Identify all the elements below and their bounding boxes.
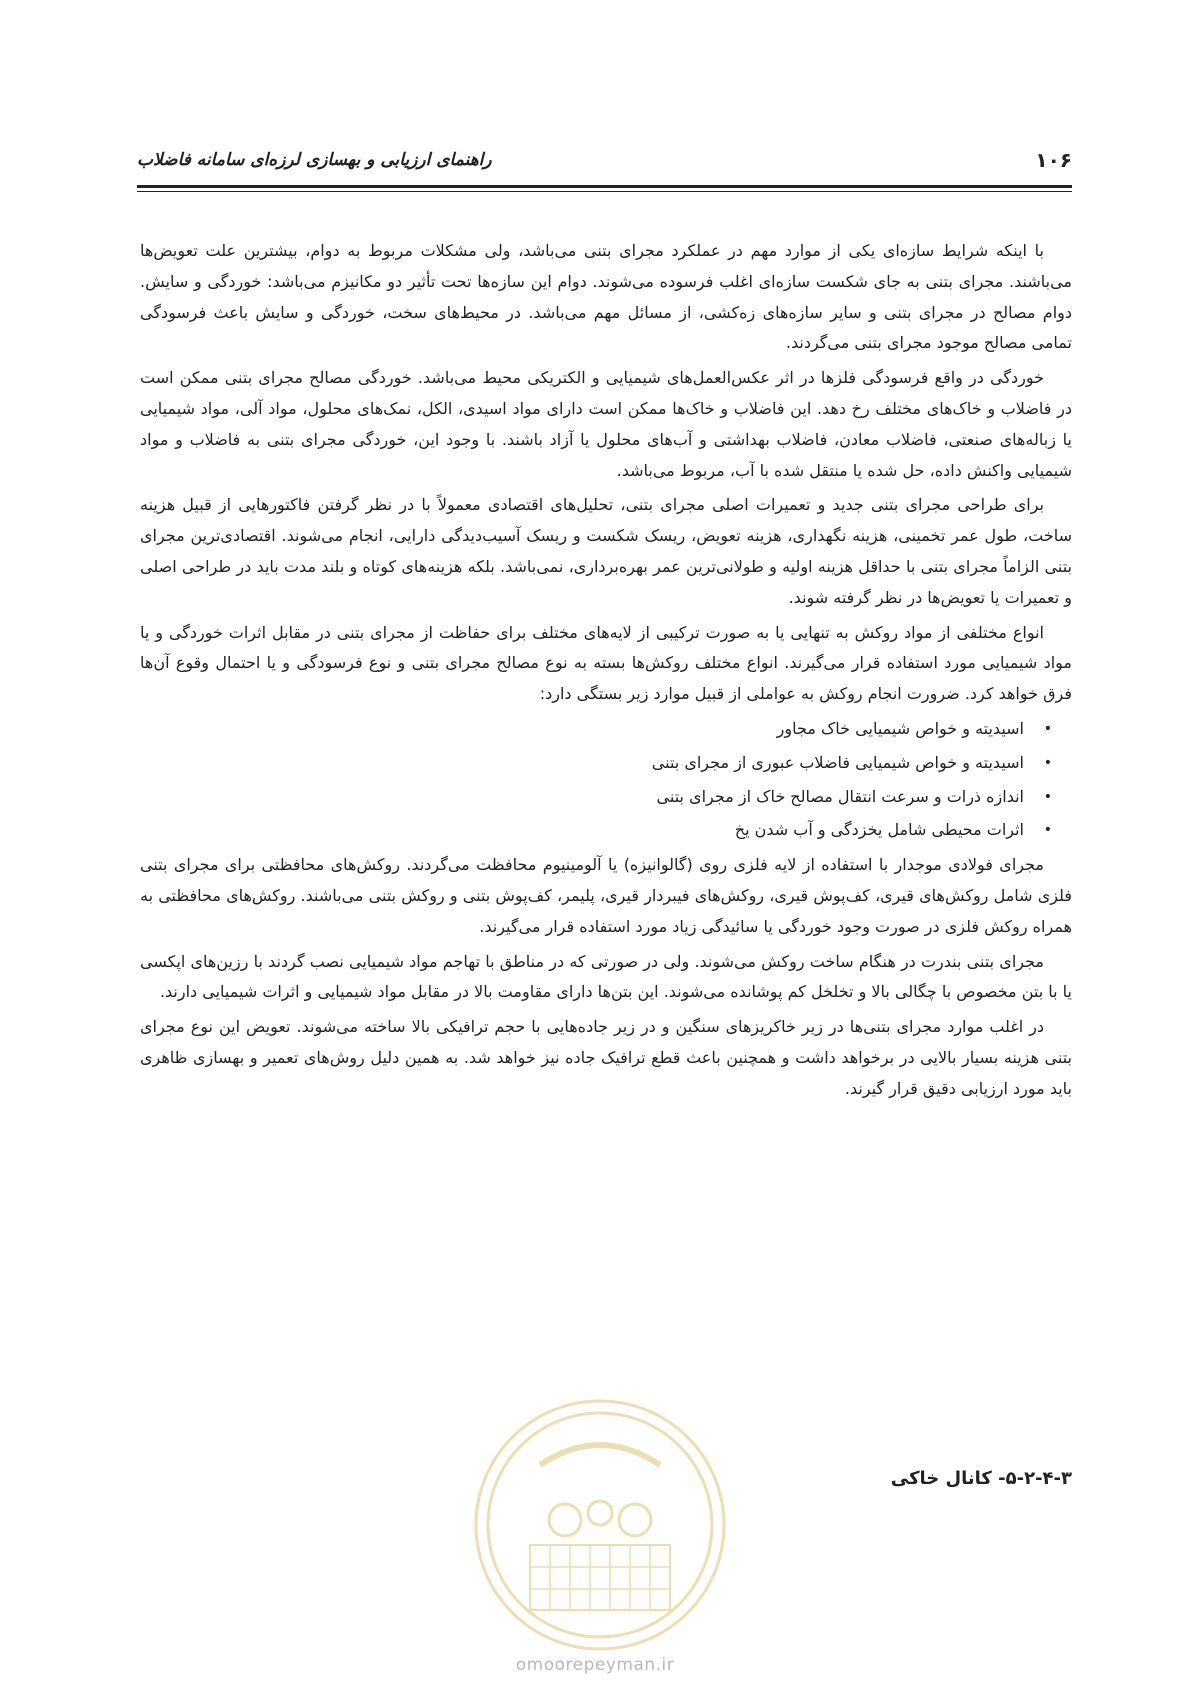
paragraph: با اینکه شرایط سازه‌ای یکی از موارد مهم در عملکرد مجرای بتنی می‌باشد، ولی مشکلات مربوط به دوام، بیشترین علت تعویض‌ها می‌باشند. مجرای بتنی به جای شکست سازه‌ای اغلب فرسوده می‌شوند. دوام این سازه‌ها تحت تأثیر دو مکانیزم می‌باشد: خوردگی و سایش. دوام مصالح در مجرای بتنی و سایر سازه‌های زه‌کشی، از مسائل مهم می‌باشد. در محیط‌های سخت، خوردگی و سایش باعث فرسودگی تمامی مصالح موجود مجرای بتنی می‌گردند.	[140, 241, 1072, 353]
paragraph: مجرای بتنی بندرت در هنگام ساخت روکش می‌شوند. ولی در صورتی که در مناطق با تهاجم مواد شیمیایی نصب گردند با رزین‌های اپکسی یا با بتن مخصوص با چگالی بالا و تخلخل کم پوشانده می‌شوند. این بتن‌ها دارای مقاومت بالا در مقابل مواد شیمیایی و اثرات شیمیایی دارند.	[140, 951, 1072, 1002]
page-header	[137, 148, 1072, 176]
list-item-text: اندازه ذرات و سرعت انتقال مصالح خاک از مجرای بتنی	[656, 786, 1024, 806]
list-item	[140, 782, 1052, 813]
paragraph: خوردگی در واقع فرسودگی فلزها در اثر عکس‌العمل‌های شیمیایی و الکتریکی محیط می‌باشد. خوردگی مصالح مجرای بتنی ممکن است در فاضلاب و خاک‌های مختلف رخ دهد. این فاضلاب و خاک‌ها ممکن است دارای مواد اسیدی، الکل، نمک‌های محلول، مواد آلی، مواد شیمیایی یا زباله‌های صنعتی، فاضلاب معادن، فاضلاب بهداشتی و آب‌های محلول یا آزاد باشند. با وجود این، خوردگی مجرای بتنی به فاضلاب و مواد شیمیایی واکنش داده، حل شده یا منتقل شده با آب، مربوط می‌باشد.	[140, 368, 1072, 480]
list-item	[140, 815, 1052, 846]
header-rule-thin	[137, 191, 1072, 192]
bullet-list	[140, 714, 1072, 846]
bullet-icon: •	[1043, 822, 1052, 839]
paragraph: انواع مختلفی از مواد روکش به تنهایی یا به صورت ترکیبی از لایه‌های مختلف برای حفاظت از مجرای بتنی در مقابل اثرات خوردگی و یا مواد شیمیایی مورد استفاده قرار می‌گیرند. انواع مختلف روکش‌ها بسته به نوع مصالح مجرای بتنی و نوع فرسودگی و یا احتمال وقوع آن‌ها فرق خواهد کرد. ضرورت انجام روکش به عواملی از قبیل موارد زیر بستگی دارد:	[140, 622, 1072, 704]
paragraph: در اغلب موارد مجرای بتنی‌ها در زیر خاکریزهای سنگین و در زیر جاده‌هایی با حجم ترافیکی بالا ساخته می‌شوند. تعویض این نوع مجرای بتنی هزینه بسیار بالایی در برخواهد داشت و همچنین باعث قطع ترافیک جاده نیز خواهد شد. به همین دلیل روش‌های تعمیر و بهسازی ظاهری باید مورد ارزیابی دقیق قرار گیرند.	[140, 1017, 1072, 1098]
running-title: راهنمای ارزیابی و بهسازی لرزه‌ای سامانه فاضلاب	[137, 150, 492, 170]
list-item	[140, 714, 1052, 745]
page-number: ۱۰۶	[1035, 148, 1072, 172]
section-heading: ۵-۲-۴-۳- کانال خاکی	[890, 1468, 1072, 1489]
body-text	[140, 236, 1072, 1109]
header-rule-thick	[137, 185, 1072, 188]
list-item-text: اسیدیته و خواص شیمیایی فاضلاب عبوری از مجرای بتنی	[651, 752, 1024, 772]
bullet-icon: •	[1043, 720, 1052, 737]
paragraph: مجرای فولادی موجدار با استفاده از لایه فلزی روی (گالوانیزه) یا آلومینیوم محافظت می‌گردند. روکش‌های محافظتی برای مجرای بتنی فلزی شامل روکش‌های قیری، کف‌پوش قیری، روکش‌های فیبردار قیری، پلیمر، کف‌پوش بتنی و روکش بتنی می‌باشند. روکش‌های محافظتی به همراه روکش فلزی در صورت وجود خوردگی یا سائیدگی زیاد مورد استفاده قرار می‌گیرند.	[140, 855, 1072, 936]
watermark-url: omoorepeyman.ir	[515, 1655, 675, 1675]
paragraph: برای طراحی مجرای بتنی جدید و تعمیرات اصلی مجرای بتنی، تحلیل‌های اقتصادی معمولاً با در نظر گرفتن فاکتورهایی از قبیل هزینه ساخت، طول عمر تخمینی، هزینه نگهداری، هزینه تعویض، ریسک شکست و ریسک آسیب‌دیدگی دارایی، انجام می‌شوند. اقتصادی‌ترین مجرای بتنی الزاماً مجرای بتنی با حداقل هزینه اولیه و طولانی‌ترین عمر بهره‌برداری، نمی‌باشد. بلکه هزینه‌های کوتاه و بلند مدت باید در طراحی اصلی و تعمیرات یا تعویض‌ها در نظر گرفته شوند.	[140, 495, 1072, 607]
list-item-text: اثرات محیطی شامل یخزدگی و آب شدن یخ	[734, 820, 1024, 840]
list-item-text: اسیدیته و خواص شیمیایی خاک مجاور	[776, 718, 1024, 738]
bullet-icon: •	[1043, 788, 1052, 805]
bullet-icon: •	[1043, 754, 1052, 771]
list-item	[140, 748, 1052, 779]
watermark-seal-icon	[470, 1395, 730, 1655]
